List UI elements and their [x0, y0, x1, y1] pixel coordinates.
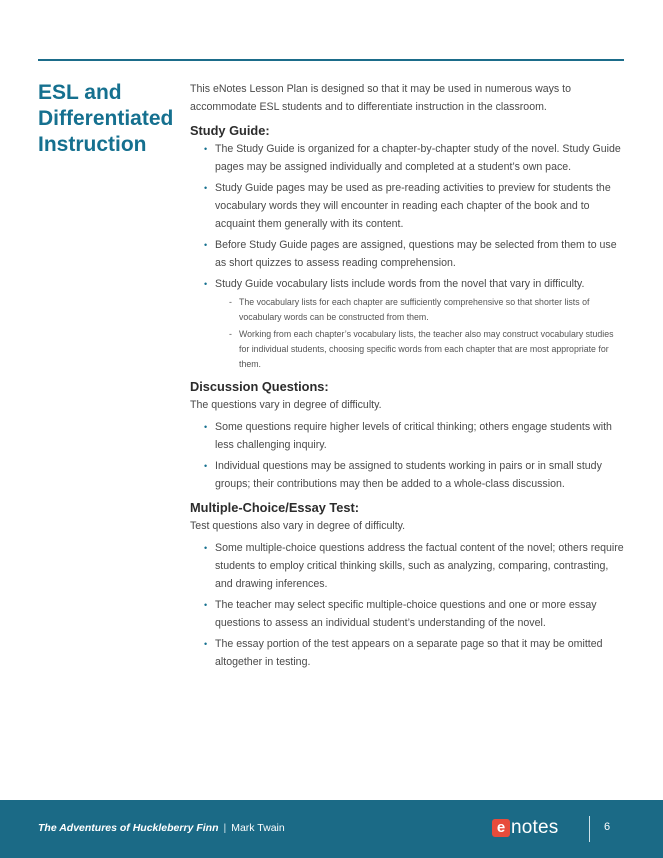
- section-title: [38, 80, 188, 158]
- book-title: The Adventures of Huckleberry Finn: [38, 822, 219, 834]
- bullet-icon: •: [204, 461, 208, 471]
- enotes-logo-text: notes: [511, 817, 559, 838]
- bullet-icon: •: [204, 639, 208, 649]
- bullet-icon: •: [204, 422, 208, 432]
- sub-list-item: - The vocabulary lists for each chapter are sufficiently comprehensive so that shorter lists of vocabulary words can be constructed from them.: [229, 297, 590, 322]
- discussion-heading: Discussion Questions:: [190, 379, 329, 394]
- discussion-text: The questions vary in degree of difficulty.: [190, 399, 382, 411]
- bullet-icon: •: [204, 144, 208, 154]
- dash-icon: -: [229, 329, 232, 339]
- test-text: Test questions also vary in degree of difficulty.: [190, 520, 406, 532]
- enotes-logo: [492, 817, 558, 839]
- test-heading: Multiple-Choice/Essay Test:: [190, 500, 360, 515]
- list-item: • The teacher may select specific multiple-choice questions and one or more essay questions to assess an individual student’s understanding of the novel.: [215, 596, 626, 632]
- study-guide-heading: Study Guide:: [190, 123, 270, 138]
- section-title-line-2: Differentiated: [38, 107, 174, 130]
- test-list: [190, 539, 626, 671]
- bullet-icon: •: [204, 600, 208, 610]
- author-name: Mark Twain: [231, 822, 285, 834]
- main-content: [190, 80, 626, 674]
- list-item: • Some questions require higher levels of critical thinking; others engage students with less challenging inquiry.: [215, 418, 626, 454]
- study-guide-list: [190, 140, 626, 372]
- footer-divider: [589, 816, 590, 842]
- list-item: • Individual questions may be assigned to students working in pairs or in small study groups; their contributions may then be added to a whole-class discussion.: [215, 457, 626, 493]
- page-footer: [0, 800, 663, 858]
- vocabulary-sub-list: [215, 295, 626, 372]
- list-item: • Some multiple-choice questions address the factual content of the novel; others require students to employ critical thinking skills, such as analyzing, comparing, contrasting, and drawing inferences.: [215, 539, 626, 593]
- bullet-icon: •: [204, 183, 208, 193]
- section-title-line-3: Instruction: [38, 133, 147, 156]
- page-number: 6: [604, 821, 611, 833]
- list-item: • The essay portion of the test appears on a separate page so that it may be omitted altogether in testing.: [215, 635, 626, 671]
- list-item: • The Study Guide is organized for a chapter-by-chapter study of the novel. Study Guide pages may be assigned individually and completed at a student’s own pace.: [215, 140, 626, 176]
- bullet-icon: •: [204, 240, 208, 250]
- intro-paragraph: This eNotes Lesson Plan is designed so that it may be used in numerous ways to accommodate ESL students and to differentiate instruction in the classroom.: [190, 83, 571, 113]
- top-rule: [38, 59, 624, 61]
- dash-icon: -: [229, 297, 232, 307]
- section-title-line-1: ESL and: [38, 81, 122, 104]
- footer-separator: |: [223, 822, 227, 834]
- bullet-icon: •: [204, 279, 208, 289]
- bullet-icon: •: [204, 543, 208, 553]
- footer-book-info: [38, 822, 285, 834]
- discussion-list: [190, 418, 626, 493]
- list-item: • Before Study Guide pages are assigned, questions may be selected from them to use as short quizzes to assess reading comprehension.: [215, 236, 626, 272]
- list-item: • Study Guide pages may be used as pre-reading activities to preview for students the vocabulary words they will encounter in reading each chapter of the book and to acquaint them generally with its content.: [215, 179, 626, 233]
- enotes-logo-icon: e: [492, 819, 510, 837]
- sub-list-item: - Working from each chapter’s vocabulary lists, the teacher also may construct vocabulary studies for individual students, choosing specific words from each chapter that are most appropriate for them.: [229, 329, 614, 369]
- list-item: • Study Guide vocabulary lists include words from the novel that vary in difficulty. - The vocabulary lists for each chapter are sufficiently comprehensive so that shorter lists of vocabulary words can be constructed from them. - Working from each chapter’s vocabulary lists, the teacher also may construct vocabulary studies for individual students, choosing specific words from each chapter that are most appropriate for them.: [215, 275, 626, 372]
